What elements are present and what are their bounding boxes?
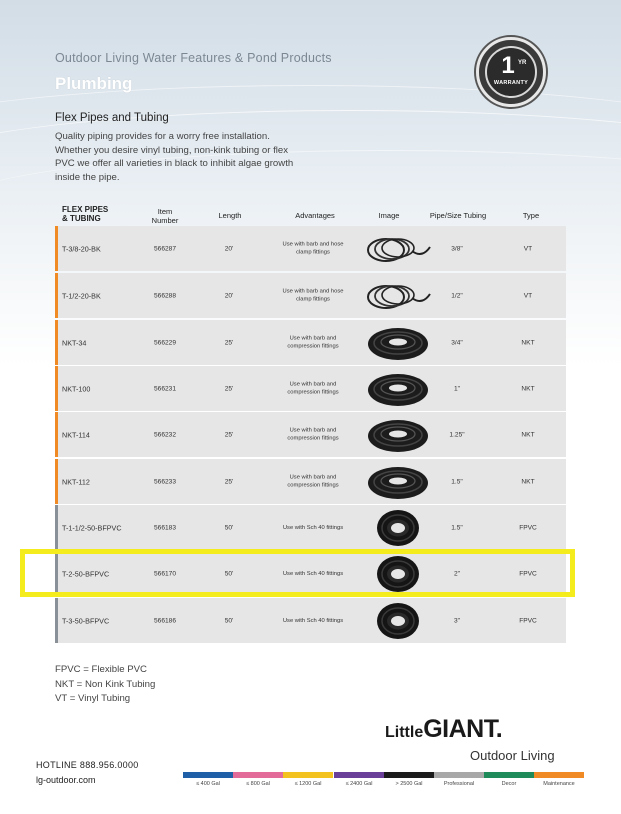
row-accent — [55, 505, 58, 550]
tubing-type: VT — [523, 245, 533, 252]
product-name: T-3/8-20-BK — [62, 244, 101, 253]
table-row — [55, 598, 566, 643]
length: 25' — [224, 431, 234, 438]
item-number: 566229 — [153, 339, 176, 346]
advantages — [271, 287, 355, 304]
intro-line: inside the pipe. — [55, 171, 120, 183]
length: 50' — [224, 570, 234, 577]
advantages — [271, 380, 355, 397]
pipe-size: 2" — [453, 570, 460, 577]
advantages-line1: Use with barb and hose — [282, 288, 344, 294]
hotline-text: HOTLINE 888.956.0000 — [36, 760, 139, 770]
product-name: NKT-34 — [62, 338, 87, 347]
tubing-type: NKT — [521, 478, 535, 485]
legend-nkt: NKT = Non Kink Tubing — [55, 679, 156, 690]
category-color-bar — [183, 772, 233, 778]
pipe-size: 1" — [453, 385, 460, 392]
category-label: ≤ 2400 Gal — [345, 781, 373, 787]
category-label: Professional — [443, 781, 475, 787]
product-name: NKT-100 — [62, 384, 91, 393]
category-label: Decor — [501, 781, 517, 787]
intro-line: Whether you desire vinyl tubing, non-kink tubing or flex — [55, 144, 289, 156]
tubing-type: NKT — [521, 385, 535, 392]
category-color-bar — [334, 772, 384, 778]
advantages-line1: Use with barb and — [289, 474, 337, 480]
category-label: Maintenance — [543, 781, 575, 787]
header-name-line2: & TUBING — [62, 214, 101, 223]
intro-paragraph — [55, 130, 345, 184]
pipe-size: 1.25" — [449, 431, 465, 438]
legend-fpvc: FPVC = Flexible PVC — [55, 664, 147, 675]
tubing-type: NKT — [521, 339, 535, 346]
advantages — [271, 426, 355, 443]
page-title: Plumbing — [55, 74, 133, 93]
product-image — [362, 229, 434, 269]
flex-pvc-roll-icon — [362, 508, 434, 548]
table-row — [55, 459, 566, 504]
advantages-line1: Use with barb and — [289, 381, 337, 387]
product-name: T-3-50-BFPVC — [62, 616, 110, 625]
header-length: Length — [218, 211, 242, 220]
row-accent — [55, 366, 58, 411]
header-advantages: Advantages — [295, 211, 335, 220]
item-number: 566170 — [153, 570, 176, 577]
warranty-label: WARRANTY — [493, 80, 529, 86]
advantages-line2: compression fittings — [287, 389, 339, 396]
section-title: Flex Pipes and Tubing — [55, 112, 169, 124]
tubing-type: NKT — [521, 431, 535, 438]
non-kink-tubing-icon — [362, 369, 434, 409]
warranty-badge — [476, 37, 546, 107]
header-subtitle: Outdoor Living Water Features & Pond Products — [55, 51, 332, 65]
row-accent — [55, 459, 58, 504]
advantages — [271, 473, 355, 490]
pipe-size: 3" — [453, 617, 460, 624]
warranty-years: 1 — [501, 52, 515, 79]
brand-logo — [385, 715, 502, 744]
advantages — [271, 616, 355, 625]
advantages — [271, 523, 355, 532]
warranty-suffix: YR — [518, 60, 527, 66]
category-color-bar — [233, 772, 283, 778]
advantages — [271, 240, 355, 257]
length: 20' — [224, 292, 234, 299]
header-name-line1: FLEX PIPES — [62, 205, 109, 214]
tubing-type: VT — [523, 292, 533, 299]
advantages-line2: clamp fittings — [296, 249, 330, 256]
item-number: 566232 — [153, 431, 176, 438]
table-row — [55, 226, 566, 271]
product-name: T-1/2-20-BK — [62, 291, 101, 300]
table-row — [55, 366, 566, 411]
product-name: NKT-114 — [62, 430, 90, 439]
product-image — [362, 508, 434, 548]
item-number: 566186 — [153, 617, 176, 624]
row-accent — [55, 273, 58, 318]
product-image — [362, 462, 434, 502]
row-accent — [55, 412, 58, 457]
non-kink-tubing-icon — [362, 415, 434, 455]
item-number: 566288 — [153, 292, 176, 299]
legend-vt: VT = Vinyl Tubing — [55, 693, 131, 704]
tubing-type: FPVC — [519, 524, 537, 531]
item-number: 566183 — [153, 524, 176, 531]
advantages — [271, 334, 355, 351]
logo-giant: GIANT. — [423, 715, 503, 743]
table-row — [55, 273, 566, 318]
category-color-bar — [283, 772, 333, 778]
category-color-bar — [434, 772, 484, 778]
pipe-size: 1.5" — [451, 478, 463, 485]
flex-pvc-roll-icon — [362, 601, 434, 641]
header-image: Image — [378, 211, 400, 220]
pipe-size: 3/4" — [451, 339, 463, 346]
header-product-name — [62, 205, 108, 223]
intro-line: Quality piping provides for a worry free installation. — [55, 131, 270, 142]
category-label: > 2500 Gal — [395, 781, 423, 787]
product-image — [362, 323, 434, 363]
row-accent — [55, 598, 58, 643]
advantages-line2: compression fittings — [287, 435, 339, 442]
tubing-type: FPVC — [519, 570, 537, 577]
vinyl-tubing-icon — [362, 229, 434, 269]
non-kink-tubing-icon — [362, 462, 434, 502]
advantages-line1: Use with barb and hose — [282, 241, 344, 247]
brand-tagline: Outdoor Living — [470, 748, 555, 763]
advantages-line1: Use with Sch 40 fittings — [282, 570, 344, 577]
pipe-size: 3/8" — [451, 245, 463, 252]
header-type: Type — [522, 211, 540, 220]
length: 25' — [224, 478, 234, 485]
table-row — [55, 412, 566, 457]
product-image — [362, 369, 434, 409]
category-color-bar — [384, 772, 434, 778]
tubing-type: FPVC — [519, 617, 537, 624]
advantages-line2: clamp fittings — [296, 296, 330, 303]
header-item-line1: Item — [157, 207, 173, 216]
advantages-line2: compression fittings — [287, 343, 339, 350]
highlight-box — [20, 549, 575, 597]
product-name: T-1-1/2-50-BFPVC — [62, 523, 122, 532]
product-name: NKT-112 — [62, 477, 90, 486]
category-label: ≤ 800 Gal — [246, 781, 270, 787]
length: 25' — [224, 339, 234, 346]
advantages-line1: Use with barb and — [289, 335, 337, 341]
category-label: ≤ 400 Gal — [196, 781, 220, 787]
product-image — [362, 415, 434, 455]
vinyl-tubing-icon — [362, 276, 434, 316]
length: 25' — [224, 385, 234, 392]
length: 20' — [224, 245, 234, 252]
product-image — [362, 601, 434, 641]
table-row — [55, 320, 566, 365]
category-color-bar — [484, 772, 534, 778]
header-pipe-size: Pipe/Size Tubing — [429, 211, 487, 220]
item-number: 566287 — [153, 245, 176, 252]
pipe-size: 1/2" — [451, 292, 463, 299]
row-accent — [55, 320, 58, 365]
table-row — [55, 505, 566, 550]
website-link[interactable]: lg-outdoor.com — [36, 775, 96, 785]
item-number: 566233 — [153, 478, 176, 485]
intro-line: PVC we offer all varieties in black to inhibit algae growth — [55, 158, 294, 170]
logo-little: Little — [385, 724, 424, 741]
product-image — [362, 276, 434, 316]
header-item-number — [145, 207, 185, 225]
pipe-size: 1.5" — [451, 524, 463, 531]
category-label: ≤ 1200 Gal — [294, 781, 322, 787]
length: 50' — [224, 617, 234, 624]
header-item-line2: Number — [151, 216, 179, 225]
advantages-line1: Use with Sch 40 fittings — [282, 617, 344, 624]
product-name: T-2-50-BFPVC — [62, 569, 110, 578]
advantages-line1: Use with barb and — [289, 427, 337, 433]
row-accent — [55, 226, 58, 271]
advantages-line2: compression fittings — [287, 482, 339, 489]
length: 50' — [224, 524, 234, 531]
non-kink-tubing-icon — [362, 323, 434, 363]
item-number: 566231 — [153, 385, 176, 392]
advantages-line1: Use with Sch 40 fittings — [282, 524, 344, 531]
category-color-bar — [534, 772, 584, 778]
